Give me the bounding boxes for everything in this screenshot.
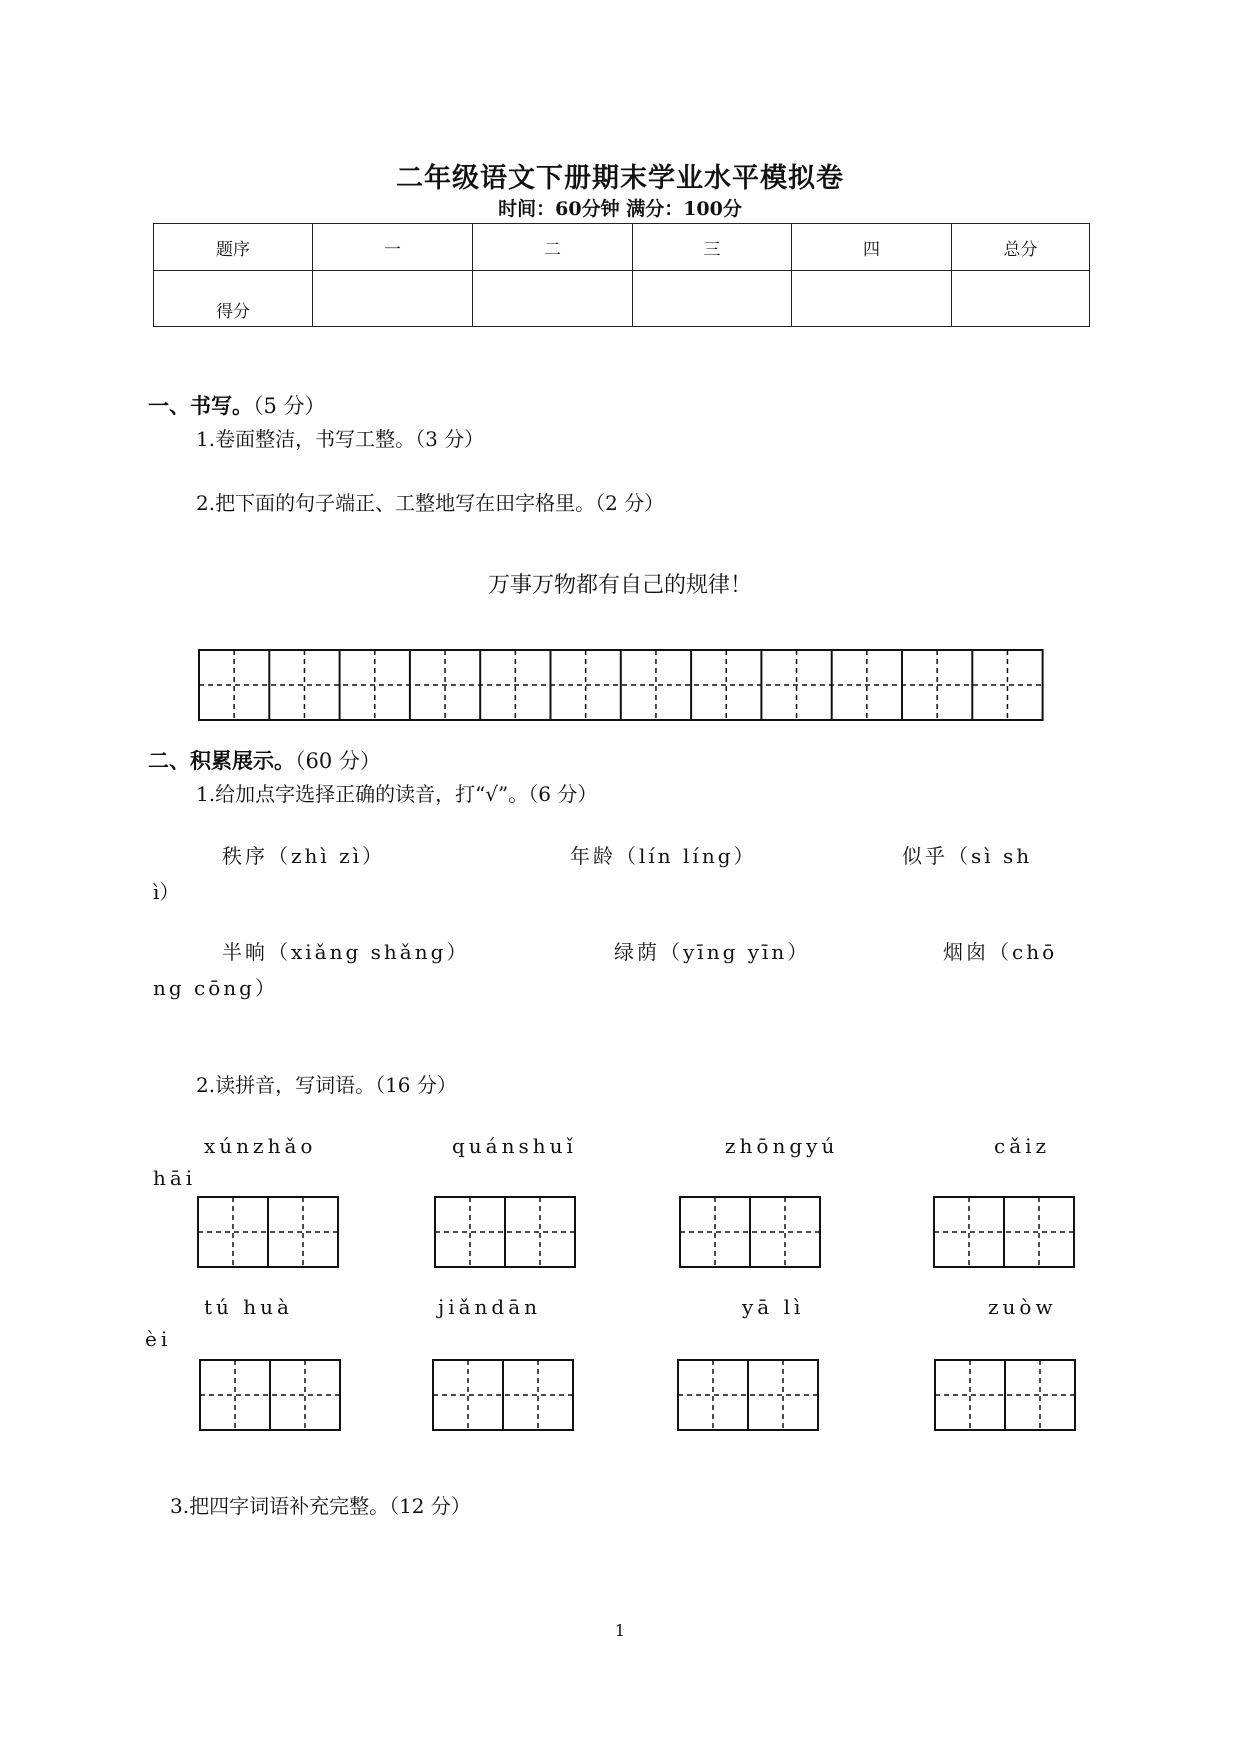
pronunciation-item-wrap: ng cōng）	[153, 976, 278, 1000]
score-header-order: 题序	[154, 224, 313, 271]
score-table	[153, 223, 1090, 327]
pinyin-label: yā lì	[742, 1295, 805, 1319]
pinyin-label: quánshuǐ	[452, 1134, 577, 1158]
pronunciation-item: 烟囱（chō	[943, 940, 1058, 964]
score-cell[interactable]	[473, 271, 633, 327]
score-cell[interactable]	[792, 271, 952, 327]
pinyin-label: tú huà	[204, 1295, 293, 1319]
question-1-1: 1.卷面整洁，书写工整。（3 分）	[196, 427, 485, 451]
tianzige-word-box[interactable]	[434, 1196, 576, 1268]
question-2-3: 3.把四字词语补充完整。（12 分）	[170, 1494, 471, 1518]
pinyin-label: zhōngyú	[725, 1134, 839, 1158]
tianzige-word-box[interactable]	[197, 1196, 339, 1268]
tianzige-word-box[interactable]	[679, 1196, 821, 1268]
score-cell[interactable]	[633, 271, 792, 327]
score-header-3: 三	[633, 224, 792, 271]
tianzige-word-box[interactable]	[432, 1359, 574, 1431]
pronunciation-item: 似乎（sì sh	[902, 844, 1033, 868]
copy-sentence: 万事万物都有自己的规律！	[487, 573, 752, 598]
question-2-1: 1.给加点字选择正确的读音，打“√”。（6 分）	[196, 782, 598, 806]
exam-info: 时间：60分钟 满分：100分	[498, 198, 742, 220]
tianzige-word-box[interactable]	[199, 1359, 341, 1431]
page-number: 1	[614, 1621, 626, 1640]
section-1-heading	[148, 390, 326, 420]
section-1-points: （5 分）	[253, 394, 326, 418]
score-header-4: 四	[792, 224, 952, 271]
score-header-1: 一	[313, 224, 473, 271]
tianzige-word-box[interactable]	[934, 1359, 1076, 1431]
score-cell[interactable]	[952, 271, 1090, 327]
pronunciation-item: 年龄（lín líng）	[570, 844, 757, 868]
tianzige-word-box[interactable]	[677, 1359, 819, 1431]
tianzige-word-box[interactable]	[933, 1196, 1075, 1268]
question-1-2: 2.把下面的句子端正、工整地写在田字格里。（2 分）	[196, 491, 665, 515]
pinyin-label: cǎiz	[994, 1134, 1051, 1158]
score-cell[interactable]	[313, 271, 473, 327]
page-title: 二年级语文下册期末学业水平模拟卷	[396, 163, 844, 194]
section-2-heading	[148, 745, 381, 775]
pinyin-label: jiǎndān	[438, 1295, 542, 1319]
pronunciation-item-wrap: ì）	[153, 880, 180, 904]
section-1-title: 一、书写。	[148, 394, 253, 418]
question-2-2: 2.读拼音，写词语。（16 分）	[196, 1073, 457, 1097]
pronunciation-item: 半晌（xiǎng shǎng）	[222, 940, 470, 964]
pinyin-label: zuòw	[988, 1295, 1057, 1319]
section-2-points: （60 分）	[295, 749, 381, 773]
tianzige-grid-sentence[interactable]	[198, 649, 1046, 723]
score-header-total: 总分	[952, 224, 1090, 271]
section-2-title: 二、积累展示。	[148, 749, 295, 773]
pinyin-label-wrap: hāi	[153, 1166, 197, 1190]
pinyin-label-wrap: èi	[145, 1327, 172, 1351]
score-row-label: 得分	[154, 271, 313, 327]
score-header-2: 二	[473, 224, 633, 271]
pronunciation-item: 秩序（zhì zì）	[222, 844, 386, 868]
pinyin-label: xúnzhǎo	[204, 1134, 317, 1158]
pronunciation-item: 绿荫（yīng yīn）	[614, 940, 811, 964]
